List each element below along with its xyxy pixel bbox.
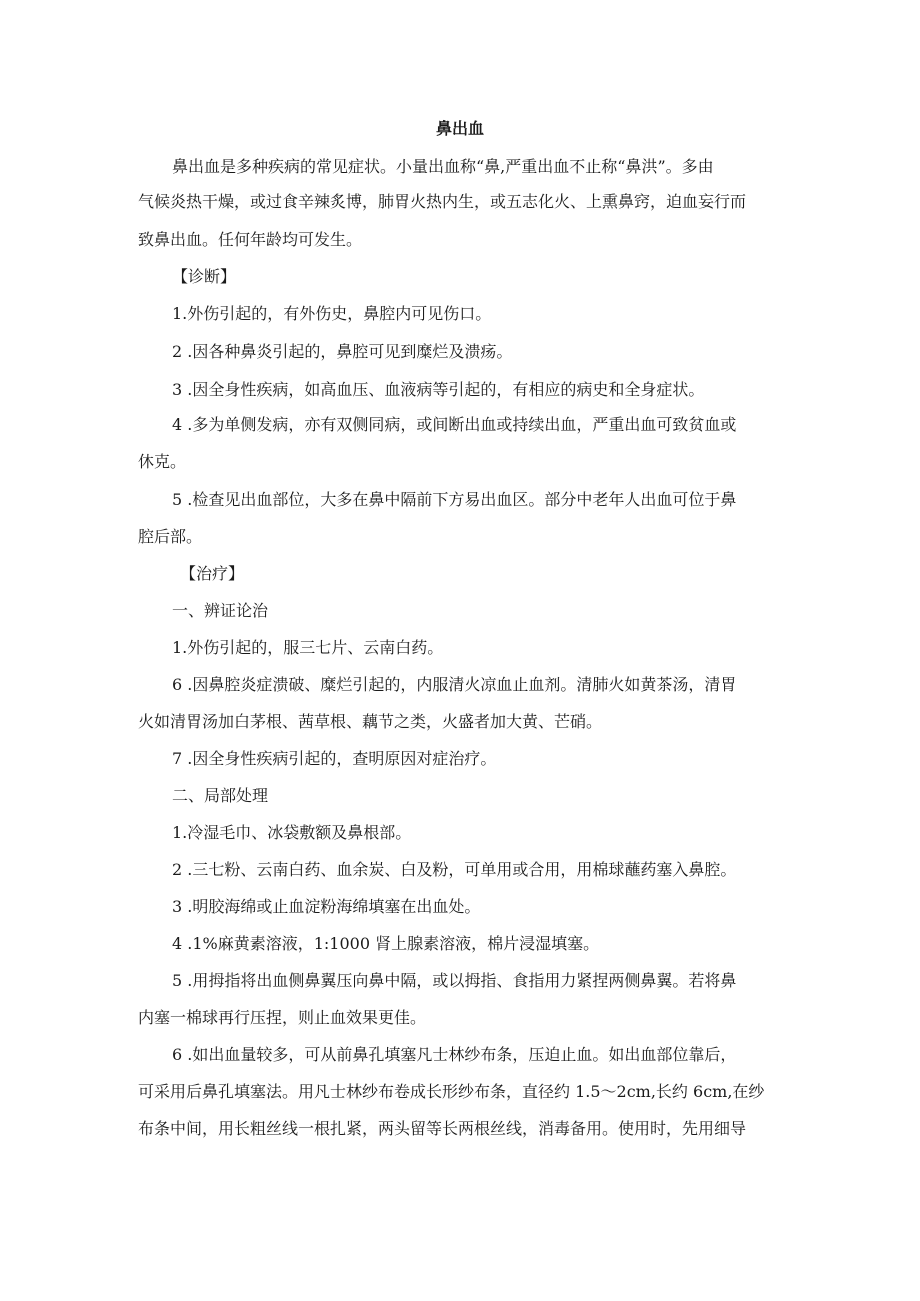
list-item-continuation: 内塞一棉球再行压捏，则止血效果更佳。: [138, 1008, 427, 1027]
subsection-heading: 二、局部处理: [172, 786, 269, 805]
list-item-continuation: 休克。: [138, 452, 187, 471]
subsection-heading: 一、辨证论治: [172, 601, 269, 620]
list-item: 4 .1%麻黄素溶液，1:1000 肾上腺素溶液，棉片浸湿填塞。: [172, 934, 600, 953]
list-item-continuation: 可采用后鼻孔填塞法。用凡士林纱布卷成长形纱布条，直径约 1.5～2cm,长约 6cm,在纱: [138, 1082, 765, 1101]
list-item: 5 .检查见出血部位，大多在鼻中隔前下方易出血区。部分中老年人出血可位于鼻: [172, 490, 737, 509]
list-item: 1.外伤引起的，服三七片、云南白药。: [172, 638, 444, 657]
list-item: 2 .因各种鼻炎引起的，鼻腔可见到糜烂及溃疡。: [172, 342, 513, 361]
section-heading: 【治疗】: [180, 564, 245, 583]
paragraph-line: 致鼻出血。任何年龄均可发生。: [138, 230, 363, 249]
list-item: 1.冷湿毛巾、冰袋敷额及鼻根部。: [172, 823, 412, 842]
list-item: 5 .用拇指将出血侧鼻翼压向鼻中隔，或以拇指、食指用力紧捏两侧鼻翼。若将鼻: [172, 971, 737, 990]
section-heading: 【诊断】: [172, 267, 237, 286]
list-item: 6 .如出血量较多，可从前鼻孔填塞凡士林纱布条，压迫止血。如出血部位靠后，: [172, 1045, 737, 1064]
list-item-continuation: 火如清胃汤加白茅根、茜草根、藕节之类，火盛者加大黄、芒硝。: [138, 712, 603, 731]
list-item-continuation: 腔后部。: [138, 527, 203, 546]
list-item: 7 .因全身性疾病引起的，查明原因对症治疗。: [172, 749, 497, 768]
list-item: 3 .因全身性疾病，如高血压、血液病等引起的，有相应的病史和全身症状。: [172, 380, 705, 399]
list-item-continuation: 布条中间，用长粗丝线一根扎紧，两头留等长两根丝线，消毒备用。使用时，先用细导: [138, 1119, 747, 1138]
list-item: 1.外伤引起的，有外伤史，鼻腔内可见伤口。: [172, 304, 492, 323]
paragraph-line: 气候炎热干燥，或过食辛辣炙博，肺胃火热内生，或五志化火、上熏鼻窍，迫血妄行而: [138, 192, 747, 211]
page-title: 鼻出血: [435, 119, 484, 138]
list-item: 4 .多为单侧发病，亦有双侧同病，或间断出血或持续出血，严重出血可致贫血或: [172, 415, 737, 434]
paragraph-line: 鼻出血是多种疾病的常见症状。小量出血称“鼻,严重出血不止称“鼻洪”。多由: [172, 157, 714, 176]
list-item: 2 .三七粉、云南白药、血余炭、白及粉，可单用或合用，用棉球蘸药塞入鼻腔。: [172, 860, 737, 879]
list-item: 3 .明胶海绵或止血淀粉海绵填塞在出血处。: [172, 897, 481, 916]
list-item: 6 .因鼻腔炎症溃破、糜烂引起的，内服清火凉血止血剂。清肺火如黄茶汤，清胃: [172, 675, 737, 694]
